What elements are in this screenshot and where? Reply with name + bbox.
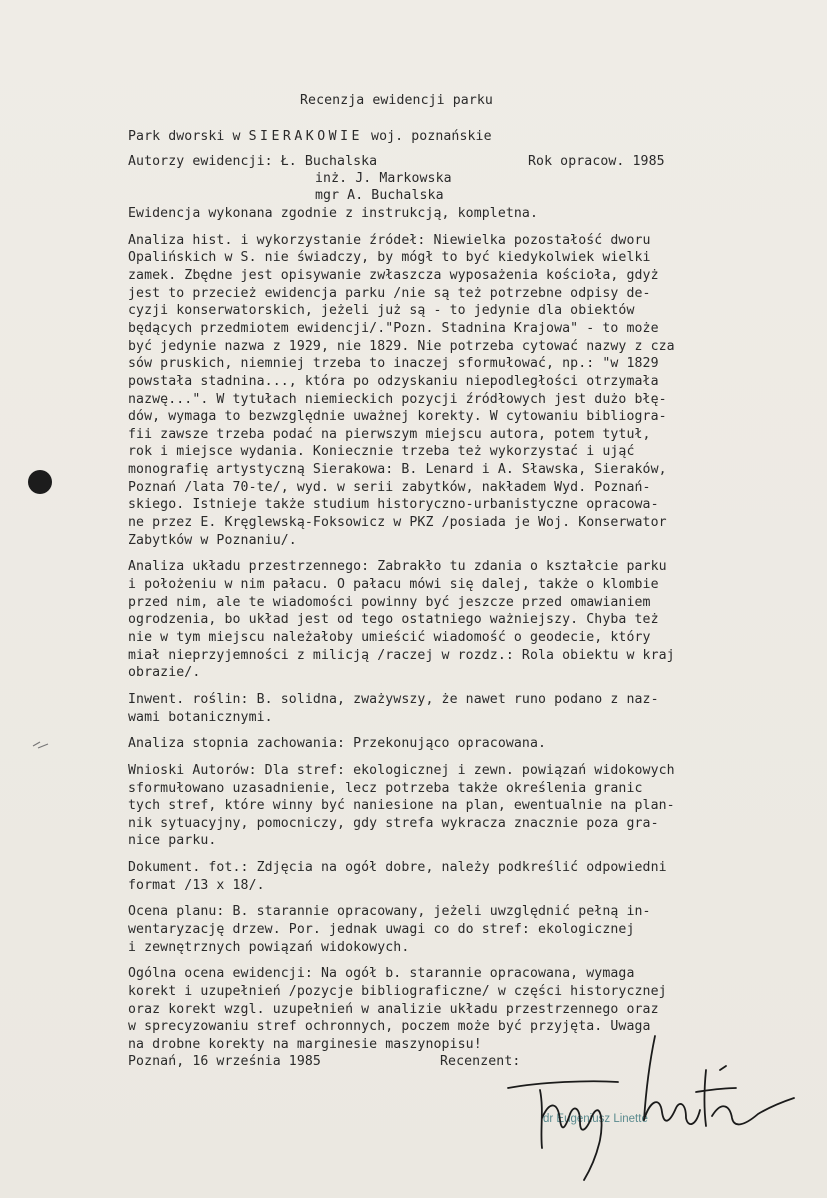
body-line: Ewidencja wykonana zgodnie z instrukcją, kompletna. bbox=[128, 206, 539, 221]
body-line: miał nieprzyjemności z milicją /raczej w rozdz.: Rola obiektu w kraj bbox=[128, 647, 675, 663]
body-line: być jedynie nazwa z 1929, nie 1829. Nie potrzeba cytować nazwy z cza bbox=[128, 338, 675, 354]
body-line: Ocena planu: B. starannie opracowany, jeżeli uwzględnić pełną in- bbox=[128, 904, 651, 920]
body-line: cyzji konserwatorskich, jeżeli już są - to jedynie dla obiektów bbox=[128, 303, 635, 319]
body-line: wami botanicznymi. bbox=[128, 709, 273, 725]
park-heading bbox=[128, 128, 492, 146]
authors-line-2: inż. J. Markowska bbox=[315, 171, 452, 186]
body-line: Ogólna ocena ewidencji: Na ogół b. starannie opracowana, wymaga bbox=[128, 966, 635, 982]
body-line: Dokument. fot.: Zdjęcia na ogół dobre, należy podkreślić odpowiedni bbox=[128, 860, 667, 876]
body-line: Analiza stopnia zachowania: Przekonująco opracowana. bbox=[128, 736, 547, 752]
body-line: jest to przecież ewidencja parku /nie są też potrzebne odpisy de- bbox=[128, 285, 651, 301]
body-line: ogrodzenia, bo układ jest od tego ostatniego ważniejszy. Chyba też bbox=[128, 612, 659, 628]
handwritten-signature bbox=[500, 1030, 800, 1190]
document-title: Recenzja ewidencji parku bbox=[300, 93, 493, 108]
body-line: i zewnętrznych powiązań widokowych. bbox=[128, 939, 410, 955]
body-line: na drobne korekty na marginesie maszynopisu! bbox=[128, 1036, 482, 1052]
body-line: wentaryzację drzew. Por. jednak uwagi co do stref: ekologicznej bbox=[128, 922, 635, 937]
body-line: powstała stadnina..., która po odzyskaniu niepodległości otrzymała bbox=[128, 373, 659, 389]
body-line: będących przedmiotem ewidencji/."Pozn. Stadnina Krajowa" - to może bbox=[128, 320, 659, 336]
punch-hole bbox=[28, 470, 52, 494]
body-line: oraz korekt wzgl. uzupełnień w analizie układu przestrzennego oraz bbox=[128, 1001, 659, 1017]
body-line: format /13 x 18/. bbox=[128, 877, 265, 893]
body-line: Wnioski Autorów: Dla stref: ekologicznej i zewn. powiązań widokowych bbox=[128, 762, 675, 778]
body-line: Inwent. roślin: B. solidna, zważywszy, że nawet runo podano z naz- bbox=[128, 691, 659, 707]
body-line: nazwę...". W tytułach niemieckich pozycji źródłowych jest dużo błę- bbox=[128, 391, 667, 407]
body-line: zamek. Zbędne jest opisywanie zwłaszcza wyposażenia kościoła, gdyż bbox=[128, 267, 659, 283]
park-place: SIERAKOWIE bbox=[248, 129, 363, 144]
body-line: w sprecyzowaniu stref ochronnych, poczem może być przyjęta. Uwaga bbox=[128, 1019, 651, 1035]
reviewer-stamp: dr Eugeniusz Linette bbox=[543, 1113, 648, 1125]
authors-line-3: mgr A. Buchalska bbox=[315, 188, 444, 203]
year-of-preparation: Rok opracow. 1985 bbox=[528, 154, 665, 169]
body-line: nie w tym miejscu należałoby umieścić wiadomość o geodecie, który bbox=[128, 629, 651, 645]
body-line: Analiza hist. i wykorzystanie źródeł: Niewielka pozostałość dworu bbox=[128, 232, 651, 248]
body-line: tych stref, które winny być naniesione na plan, ewentualnie na plan- bbox=[128, 798, 675, 814]
body-line: obrazie/. bbox=[128, 665, 201, 681]
reviewer-label: Recenzent: bbox=[440, 1054, 521, 1069]
body-line: nice parku. bbox=[128, 833, 217, 849]
park-prefix: Park dworski w bbox=[128, 129, 249, 144]
body-line: Opalińskich w S. nie świadczy, by mógł to być kiedykolwiek wielki bbox=[128, 250, 651, 266]
body-line: dów, wymaga to bezwzględnie uważnej korekty. W cytowaniu bibliogra- bbox=[128, 409, 667, 425]
body-line: przed nim, ale te wiadomości powinny być jeszcze przed omawianiem bbox=[128, 594, 651, 610]
body-line: fii zawsze trzeba podać na pierwszym miejscu autora, potem tytuł, bbox=[128, 426, 651, 442]
place-date: Poznań, 16 września 1985 bbox=[128, 1054, 321, 1069]
body-line: rok i miejsce wydania. Koniecznie trzeba też wykorzystać i ująć bbox=[128, 444, 635, 460]
body-line: Poznań /lata 70-te/, wyd. w serii zabytków, nakładem Wyd. Poznań- bbox=[128, 479, 651, 495]
body-line: nik sytuacyjny, pomocniczy, gdy strefa wykracza znacznie poza gra- bbox=[128, 815, 659, 831]
body-line: sów pruskich, niemniej trzeba to inaczej sformułować, np.: "w 1829 bbox=[128, 356, 659, 372]
body-line: Analiza układu przestrzennego: Zabrakło tu zdania o kształcie parku bbox=[128, 559, 667, 575]
margin-tick-mark bbox=[32, 740, 50, 750]
body-line: skiego. Istnieje także studium historyczno-urbanistyczne opracowa- bbox=[128, 497, 659, 513]
body-line: i położeniu w nim pałacu. O pałacu mówi się dalej, także o klombie bbox=[128, 577, 659, 592]
park-region: woj. poznańskie bbox=[363, 129, 492, 144]
body-line: ne przez E. Kręglewską-Foksowicz w PKZ /posiada je Woj. Konserwator bbox=[128, 515, 667, 530]
body-line: sformułowano uzasadnienie, lecz potrzeba także określenia granic bbox=[128, 780, 643, 796]
body-line: monografię artystyczną Sierakowa: B. Lenard i A. Sławska, Sieraków, bbox=[128, 462, 667, 478]
authors-line-1: Autorzy ewidencji: Ł. Buchalska bbox=[128, 154, 378, 169]
body-line: korekt i uzupełnień /pozycje bibliograficzne/ w części historycznej bbox=[128, 984, 667, 999]
body-line: Zabytków w Poznaniu/. bbox=[128, 532, 297, 548]
